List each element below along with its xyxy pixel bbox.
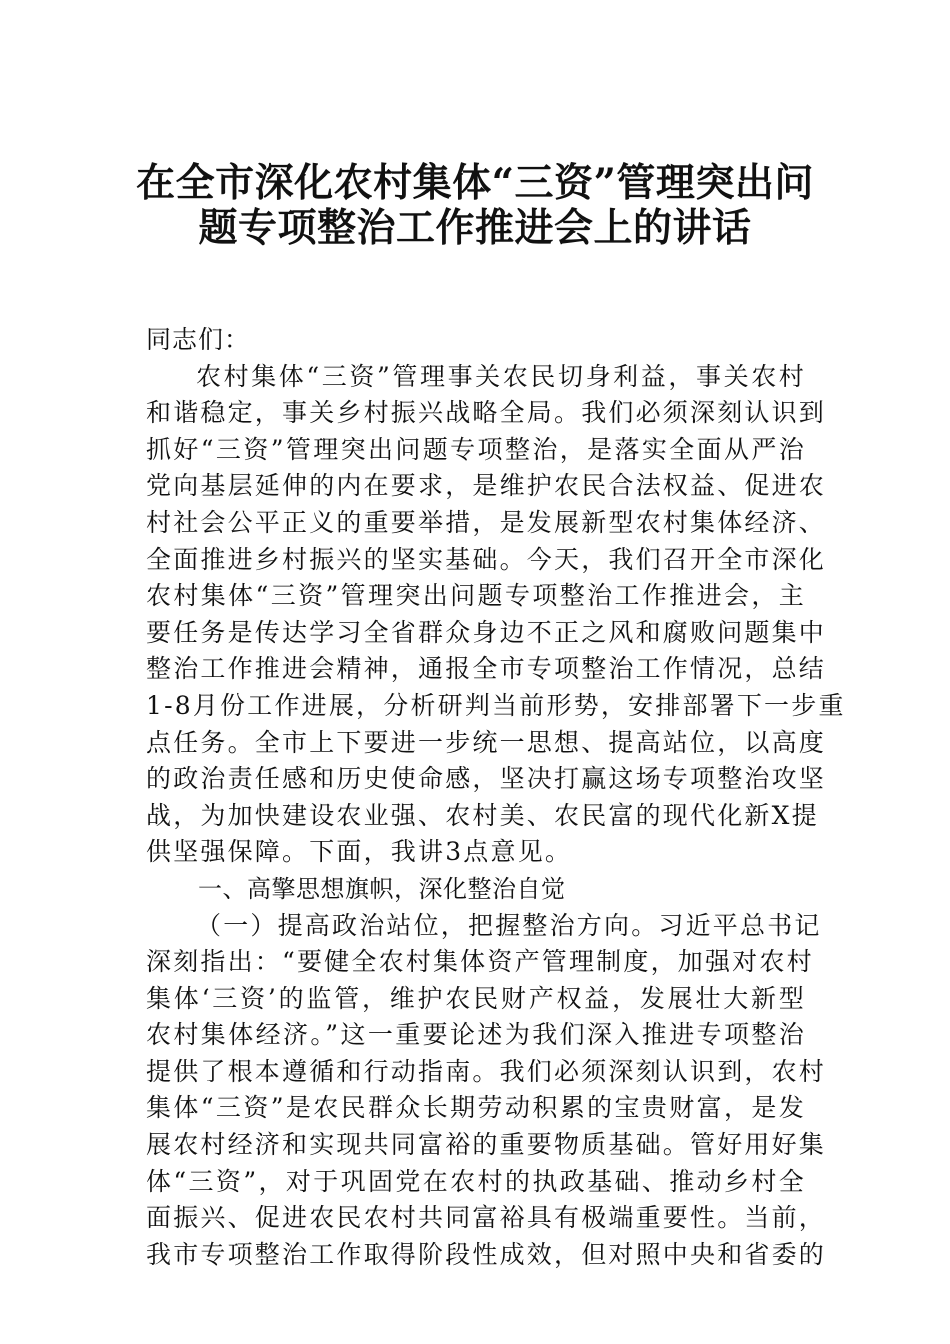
paragraph-line: 集体“三资”是农民群众长期劳动积累的宝贵财富，是发: [146, 1093, 806, 1123]
paragraph-line: 和谐稳定，事关乡村振兴战略全局。我们必须深刻认识到: [146, 398, 827, 428]
paragraph-line: 点任务。全市上下要进一步统一思想、提高站位，以高度: [146, 727, 827, 757]
paragraph-line: 村社会公平正义的重要举措，是发展新型农村集体经济、: [146, 507, 827, 537]
document-body: [146, 322, 846, 1273]
paragraph-line: 整治工作推进会精神，通报全市专项整治工作情况，总结: [146, 654, 827, 684]
paragraph-line: 农村集体“三资”管理突出问题专项整治工作推进会，主: [146, 581, 806, 611]
paragraph-line: 体“三资”，对于巩固党在农村的执政基础、推动乡村全: [146, 1166, 806, 1196]
paragraph-line: 的政治责任感和历史使命感，坚决打赢这场专项整治攻坚: [146, 764, 827, 794]
paragraph-line: 战，为加快建设农业强、农村美、农民富的现代化新X提: [146, 800, 819, 830]
document-title-line-2: 题专项整治工作推进会上的讲话: [198, 205, 752, 251]
paragraph-1: [146, 359, 846, 871]
paragraph-line: 供坚强保障。下面，我讲3点意见。: [146, 837, 573, 867]
paragraph-line: 提供了根本遵循和行动指南。我们必须深刻认识到，农村: [146, 1056, 827, 1086]
paragraph-line: 要任务是传达学习全省群众身边不正之风和腐败问题集中: [146, 617, 827, 647]
paragraph-line: 党向基层延伸的内在要求，是维护农民合法权益、促进农: [146, 471, 827, 501]
paragraph-line: 农村集体经济。”这一重要论述为我们深入推进专项整治: [146, 1020, 806, 1050]
paragraph-line: 抓好“三资”管理突出问题专项整治，是落实全面从严治: [146, 434, 806, 464]
paragraph-line: 集体‘三资’的监管，维护农民财产权益，发展壮大新型: [146, 983, 806, 1013]
paragraph-line: 面振兴、促进农民农村共同富裕具有极端重要性。当前，: [146, 1203, 827, 1233]
paragraph-line: 展农村经济和实现共同富裕的重要物质基础。管好用好集: [146, 1130, 827, 1160]
section-heading-1: 一、高擎思想旗帜，深化整治自觉: [198, 874, 566, 903]
document-title-line-1: 在全市深化农村集体“三资”管理突出问: [136, 160, 814, 206]
paragraph-line: 我市专项整治工作取得阶段性成效，但对照中央和省委的: [146, 1239, 827, 1269]
paragraph-line: 农村集体“三资”管理事关农民切身利益，事关农村: [196, 361, 806, 391]
paragraph-line: （一）提高政治站位，把握整治方向。习近平总书记: [196, 910, 822, 940]
paragraph-line: 深刻指出：“要健全农村集体资产管理制度，加强对农村: [146, 947, 814, 977]
paragraph-2: [146, 908, 827, 1274]
salutation: 同志们：: [146, 325, 251, 354]
paragraph-line: 全面推进乡村振兴的坚实基础。今天，我们召开全市深化: [146, 544, 827, 574]
paragraph-line: 1-8月份工作进展，分析研判当前形势，安排部署下一步重: [146, 690, 846, 720]
